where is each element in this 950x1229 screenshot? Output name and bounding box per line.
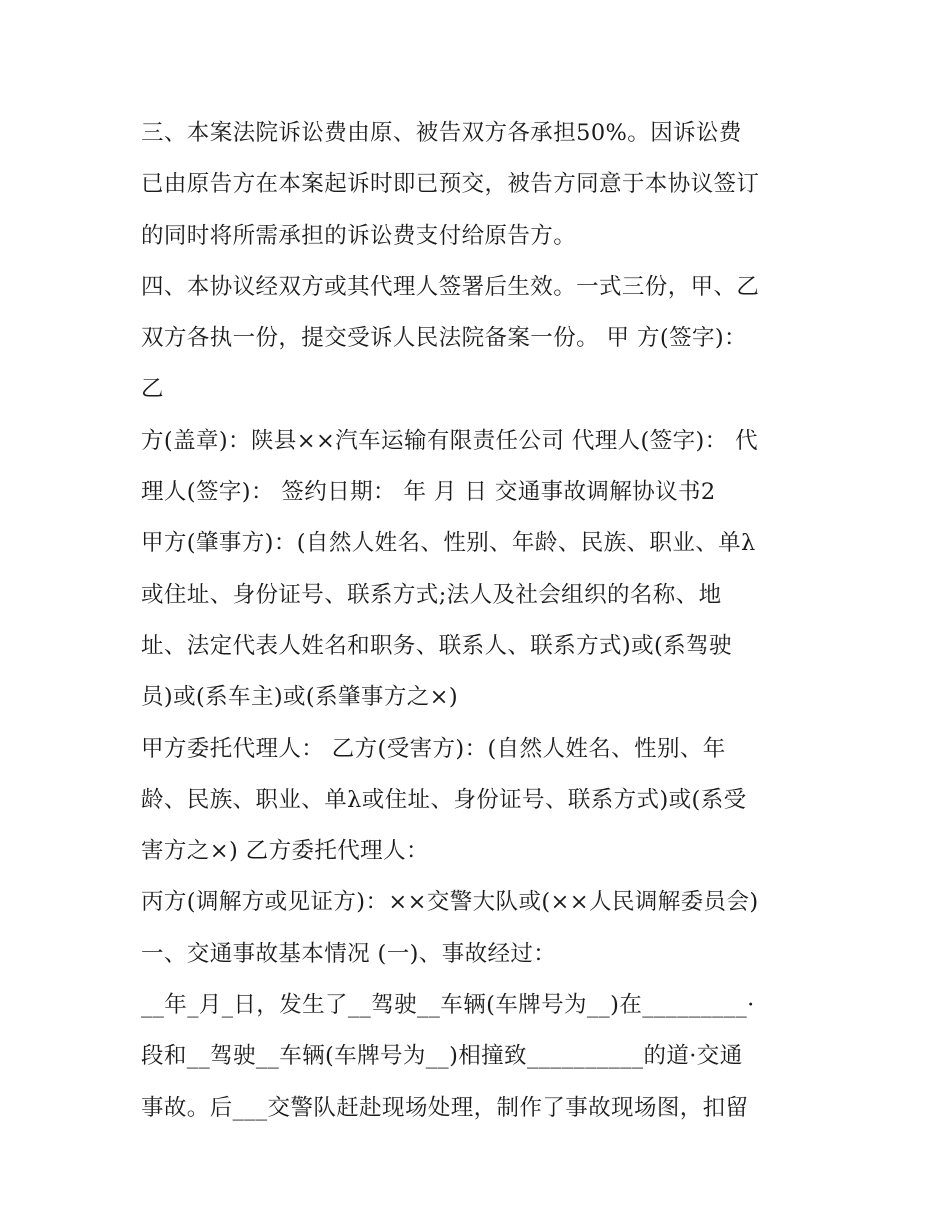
text-line: 员)或(系车主)或(系肇事方之×) — [141, 684, 459, 711]
text-line: 段和__驾驶__车辆(车牌号为__)相撞致__________的道·交通 — [141, 1043, 743, 1070]
text-line: 龄、民族、职业、单λ或住址、身份证号、联系方式)或(系受 — [141, 786, 747, 813]
text-line: 或住址、身份证号、联系方式;法人及社会组织的名称、地 — [141, 581, 722, 608]
text-line: 四、本协议经双方或其代理人签署后生效。一式三份，甲、乙 — [141, 273, 760, 300]
text-line: 已由原告方在本案起诉时即已预交，被告方同意于本协议签订 — [141, 171, 760, 198]
text-line: 的同时将所需承担的诉讼费支付给原告方。 — [141, 222, 577, 249]
text-line: 事故。后___交警队赶赴现场处理，制作了事故现场图，扣留 — [141, 1094, 749, 1121]
text-line: 一、交通事故基本情况 (一)、事故经过： — [141, 940, 557, 967]
text-line: __年_月_日，发生了__驾驶__车辆(车牌号为__)在_________· — [141, 992, 755, 1019]
text-line: 方(盖章)：陕县××汽车运输有限责任公司 代理人(签字)： 代 — [141, 427, 759, 454]
agreement-text — [141, 108, 821, 1134]
text-line: 丙方(调解方或见证方)：××交警大队或(××人民调解委员会) — [141, 889, 759, 916]
text-line: 理人(签字)： 签约日期： 年 月 日 交通事故调解协议书2 — [141, 479, 716, 506]
text-line: 址、法定代表人姓名和职务、联系人、联系方式)或(系驾驶 — [141, 632, 732, 659]
text-line: 甲方委托代理人： 乙方(受害方)：(自然人姓名、性别、年 — [141, 735, 726, 762]
text-line: 乙 — [141, 376, 164, 403]
text-line: 甲方(肇事方)：(自然人姓名、性别、年龄、民族、职业、单λ — [141, 530, 756, 557]
text-line: 三、本案法院诉讼费由原、被告双方各承担50%。因诉讼费 — [141, 120, 742, 146]
text-line: 双方各执一份，提交受诉人民法院备案一份。 甲 方(签字)： — [141, 325, 747, 352]
text-line: 害方之×) 乙方委托代理人： — [141, 838, 429, 865]
